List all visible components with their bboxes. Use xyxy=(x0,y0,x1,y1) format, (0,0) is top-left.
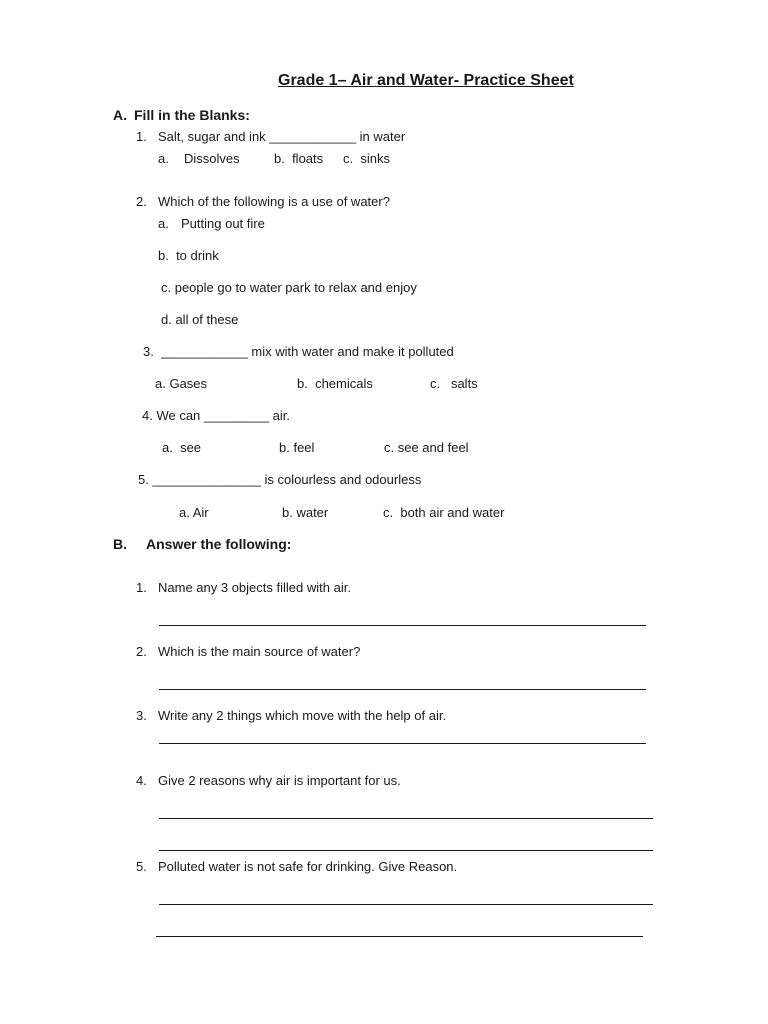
question-5-option-c: c. both air and water xyxy=(383,505,505,520)
question-2-text: Which of the following is a use of water? xyxy=(158,194,390,209)
answer-line[interactable] xyxy=(159,689,646,690)
question-3-text: 3. ____________ mix with water and make it polluted xyxy=(143,344,454,359)
answer-question-4-text: Give 2 reasons why air is important for us. xyxy=(158,773,401,788)
section-a-marker: A. xyxy=(113,107,127,123)
question-2-number: 2. xyxy=(136,194,147,209)
answer-question-2-number: 2. xyxy=(136,644,147,659)
question-1-option-a-marker: a. xyxy=(158,151,169,166)
answer-line[interactable] xyxy=(159,818,653,819)
answer-question-3-number: 3. xyxy=(136,708,147,723)
question-5-text: 5. _______________ is colourless and odourless xyxy=(138,472,422,487)
question-1-option-b: b. floats xyxy=(274,151,324,166)
question-2-option-d: d. all of these xyxy=(161,312,239,327)
question-1-option-a: Dissolves xyxy=(184,151,240,166)
answer-line[interactable] xyxy=(159,743,646,744)
answer-question-5-text: Polluted water is not safe for drinking. Give Reason. xyxy=(158,859,458,874)
question-3-option-a: a. Gases xyxy=(155,376,208,391)
question-1-option-c: c. sinks xyxy=(343,151,390,166)
answer-question-1-text: Name any 3 objects filled with air. xyxy=(158,580,351,595)
answer-question-5-number: 5. xyxy=(136,859,147,874)
answer-question-3-text: Write any 2 things which move with the help of air. xyxy=(158,708,447,723)
answer-question-2-text: Which is the main source of water? xyxy=(158,644,361,659)
question-4-option-b: b. feel xyxy=(279,440,315,455)
section-b-heading: Answer the following: xyxy=(146,536,292,552)
question-4-option-c: c. see and feel xyxy=(384,440,469,455)
question-2-option-a-marker: a. xyxy=(158,216,169,231)
question-5-option-b: b. water xyxy=(282,505,329,520)
question-3-option-c: c. salts xyxy=(430,376,478,391)
question-2-option-b: b. to drink xyxy=(158,248,219,263)
section-b-marker: B. xyxy=(113,536,127,552)
question-4-text: 4. We can _________ air. xyxy=(142,408,290,423)
answer-line[interactable] xyxy=(156,936,643,937)
answer-line[interactable] xyxy=(159,904,653,905)
question-3-option-b: b. chemicals xyxy=(297,376,373,391)
question-5-option-a: a. Air xyxy=(179,505,209,520)
question-2-option-c: c. people go to water park to relax and enjoy xyxy=(161,280,417,295)
question-1-number: 1. xyxy=(136,129,147,144)
answer-question-1-number: 1. xyxy=(136,580,147,595)
question-1-text: Salt, sugar and ink ____________ in water xyxy=(158,129,406,144)
answer-line[interactable] xyxy=(159,850,653,851)
question-4-option-a: a. see xyxy=(162,440,202,455)
answer-line[interactable] xyxy=(159,625,646,626)
answer-question-4-number: 4. xyxy=(136,773,147,788)
page-title: Grade 1– Air and Water- Practice Sheet xyxy=(278,72,574,89)
section-a-heading: Fill in the Blanks: xyxy=(134,107,250,123)
question-2-option-a: Putting out fire xyxy=(181,216,265,231)
